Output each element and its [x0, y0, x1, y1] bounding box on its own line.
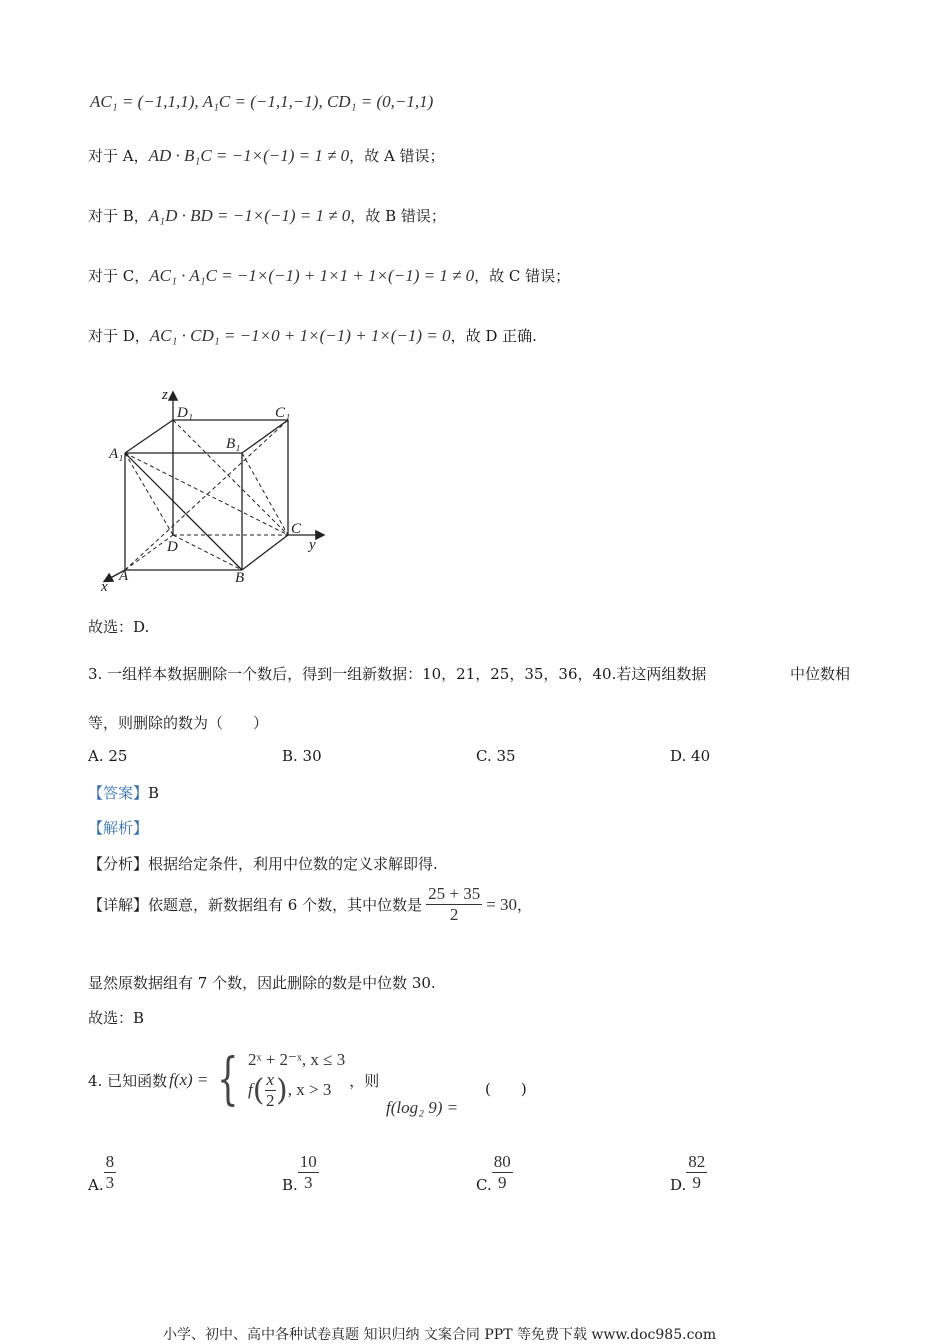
q3-conclusion: 显然原数据组有 7 个数，因此删除的数是中位数 30.	[88, 974, 436, 992]
q4-option-d-frac	[686, 1152, 707, 1193]
label-a: A	[119, 568, 129, 584]
diag-db	[173, 535, 242, 570]
option-a-prefix: 对于 A，	[88, 147, 149, 165]
piecewise-cases	[248, 1050, 345, 1111]
case-2-f: f	[248, 1080, 253, 1099]
diag-a1b	[125, 453, 242, 570]
q4-option-a-label: A.	[88, 1176, 104, 1194]
edge-a1d1	[125, 420, 173, 453]
case-2-num: x	[266, 1069, 275, 1089]
xiangjie-text: 依题意，新数据组有 6 个数，其中位数是	[148, 896, 423, 914]
q3-stem-part2: 中位数相	[790, 665, 851, 683]
label-x: x	[101, 579, 108, 595]
case-2-rparen: )	[276, 1072, 288, 1108]
option-c-math: AC₁ · A₁C = −1×(−1) + 1×1 + 1×(−1) = 1 ≠ 0	[149, 266, 475, 285]
q4-option-b-den: 3	[304, 1172, 313, 1192]
q3-stem-part1: 3. 一组样本数据删除一个数后，得到一组新数据：10，21，25，35，36，40.若这两组数据	[88, 665, 707, 683]
answer-value: B	[148, 784, 160, 802]
case-2-lparen: (	[252, 1072, 265, 1108]
q4-option-a	[88, 1150, 116, 1194]
q3-option-d: D. 40	[670, 747, 711, 765]
edge-b1c1	[242, 420, 288, 453]
option-b-suffix: ，故 B 错误；	[350, 207, 446, 225]
q3-stem-line2: 等，则删除的数为（ ）	[88, 714, 269, 732]
q4-stem	[88, 1040, 379, 1120]
q4-option-a-den: 3	[105, 1172, 115, 1192]
q4-then: ，则	[349, 1071, 380, 1090]
q4-option-c-num: 80	[493, 1151, 511, 1171]
case-2	[248, 1070, 345, 1111]
cube-figure	[95, 385, 335, 595]
option-d-math: AC₁ · CD₁ = −1×0 + 1×(−1) + 1×(−1) = 0	[149, 326, 451, 345]
answer-label: 【答案】	[88, 784, 149, 802]
label-a1: A₁	[109, 446, 124, 462]
q4-option-d-num: 82	[688, 1151, 706, 1171]
q3-fenxi	[88, 853, 438, 874]
option-c-prefix: 对于 C，	[88, 267, 150, 285]
median-fraction-num: 25 + 35	[428, 884, 481, 903]
option-d-analysis	[88, 325, 537, 346]
label-c1: C₁	[275, 405, 291, 421]
q4-option-a-frac	[104, 1152, 117, 1193]
label-c: C	[291, 521, 302, 537]
q4-option-c-label: C.	[476, 1176, 492, 1194]
q4-option-c-frac	[492, 1152, 513, 1193]
option-c-suffix: ，故 C 错误；	[474, 267, 571, 285]
q4-option-a-num: 8	[105, 1151, 115, 1171]
case-2-cond: , x > 3	[287, 1080, 332, 1099]
label-b1: B₁	[226, 436, 241, 452]
label-d: D	[167, 539, 178, 555]
page-footer: 小学、初中、高中各种试卷真题 知识归纳 文案合同 PPT 等免费下载 www.doc985.com	[163, 1327, 717, 1343]
edge-ad	[125, 535, 173, 570]
q4-option-d-label: D.	[670, 1176, 687, 1194]
option-b-math: A₁D · BD = −1×(−1) = 1 ≠ 0	[148, 206, 351, 225]
xiangjie-comma: ，	[517, 896, 533, 914]
option-a-suffix: ，故 A 错误；	[349, 147, 445, 165]
q4-option-b	[282, 1150, 319, 1194]
q4-stem-text: 4. 已知函数	[88, 1071, 168, 1090]
choose-d: 故选：D.	[88, 618, 150, 636]
q3-xiangjie	[88, 884, 532, 925]
option-b-analysis	[88, 205, 446, 226]
median-fraction-den: 2	[449, 905, 459, 924]
q3-choose: 故选：B	[88, 1009, 145, 1027]
xiangjie-label: 【详解】	[88, 896, 149, 914]
label-b: B	[235, 570, 245, 586]
diag-ac1	[125, 420, 288, 570]
q3-answer	[88, 782, 159, 803]
median-fraction	[426, 884, 482, 925]
q4-option-b-frac	[298, 1152, 319, 1193]
q3-option-c: C. 35	[476, 747, 516, 765]
analysis-label: 【解析】	[88, 819, 149, 837]
option-c-analysis	[88, 265, 570, 286]
diag-a1c	[125, 453, 288, 535]
option-d-prefix: 对于 D，	[88, 327, 150, 345]
edge-bc	[242, 535, 288, 570]
case-2-fraction	[265, 1070, 277, 1111]
label-d1: D₁	[177, 405, 194, 421]
q3-option-a: A. 25	[88, 747, 128, 765]
q4-option-c-den: 9	[497, 1172, 507, 1192]
diag-b1c	[242, 453, 288, 535]
q4-option-c	[476, 1150, 513, 1194]
q4-f-left: f(x) =	[169, 1070, 209, 1089]
option-a-analysis	[88, 145, 445, 166]
option-a-math: AD · B₁C = −1×(−1) = 1 ≠ 0	[148, 146, 350, 165]
q4-paren: ( )	[485, 1080, 527, 1098]
option-b-prefix: 对于 B，	[88, 207, 149, 225]
option-d-suffix: ，故 D 正确.	[450, 327, 537, 345]
fenxi-text: 根据给定条件，利用中位数的定义求解即得.	[148, 855, 438, 873]
q4-option-b-label: B.	[282, 1176, 298, 1194]
case-2-den: 2	[266, 1090, 275, 1110]
q4-option-b-num: 10	[299, 1151, 317, 1171]
case-1: 2ˣ + 2⁻ˣ, x ≤ 3	[248, 1049, 346, 1069]
median-result: = 30	[486, 894, 518, 914]
piecewise-brace: {	[217, 1047, 239, 1112]
q4-option-d-den: 9	[692, 1172, 702, 1192]
q4-query: f(log₂ 9) =	[386, 1098, 459, 1117]
q3-option-b: B. 30	[282, 747, 322, 765]
label-y: y	[309, 537, 316, 553]
label-z: z	[162, 387, 168, 403]
q4-option-d	[670, 1150, 707, 1194]
vector-coordinates: AC₁ = (−1,1,1), A₁C = (−1,1,−1), CD₁ = (0,−1,1)	[90, 92, 434, 111]
fenxi-label: 【分析】	[88, 855, 149, 873]
